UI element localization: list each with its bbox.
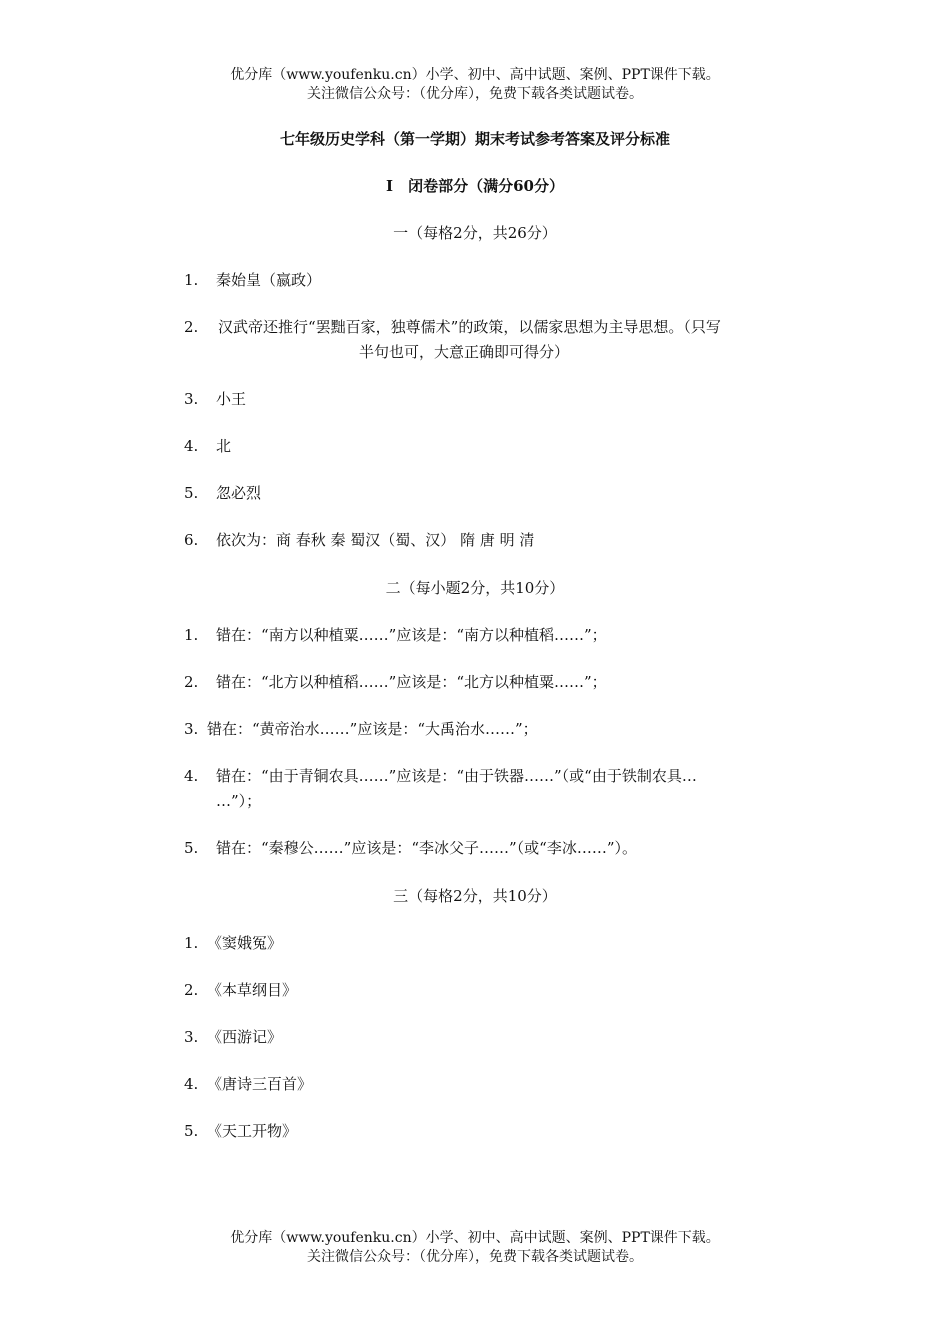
list-item bbox=[184, 624, 607, 645]
item-number: 4. bbox=[184, 767, 199, 785]
list-item-continuation: …”）； bbox=[216, 792, 262, 810]
item-text: 错在：“黄帝治水……”应该是：“大禹治水……”； bbox=[207, 720, 538, 738]
section-2-heading: 二（每小题2分，共10分） bbox=[385, 579, 565, 597]
item-number: 4. bbox=[184, 437, 199, 455]
item-text: 秦始皇（嬴政） bbox=[216, 271, 322, 289]
item-number: 3. bbox=[184, 390, 199, 408]
list-item bbox=[184, 1073, 312, 1094]
list-item-continuation: 半句也可，大意正确即可得分） bbox=[359, 343, 570, 361]
list-item bbox=[184, 1120, 297, 1141]
item-text: 依次为：商 春秋 秦 蜀汉（蜀、汉） 隋 唐 明 清 bbox=[216, 531, 535, 549]
item-number: 2. bbox=[184, 318, 199, 336]
item-number: 5. bbox=[184, 839, 199, 857]
item-number: 1. bbox=[184, 934, 199, 952]
item-number: 3. bbox=[184, 720, 199, 738]
item-number: 5. bbox=[184, 484, 199, 502]
item-text: 《本草纲目》 bbox=[207, 981, 298, 999]
section-3-heading: 三（每格2分，共10分） bbox=[393, 887, 557, 905]
list-item bbox=[184, 1026, 282, 1047]
item-text: 错在：“南方以种植粟……”应该是：“南方以种植稻……”； bbox=[216, 626, 607, 644]
list-item bbox=[184, 269, 321, 290]
header-line-1: 优分库（www.youfenku.cn）小学、初中、高中试题、案例、PPT课件下载。 bbox=[230, 67, 720, 83]
part-title: Ⅰ 闭卷部分（满分60分） bbox=[386, 177, 564, 195]
footer-line-2: 关注微信公众号：（优分库），免费下载各类试题试卷。 bbox=[307, 1249, 643, 1265]
item-number: 4. bbox=[184, 1075, 199, 1093]
list-item bbox=[184, 718, 538, 739]
list-item bbox=[184, 388, 246, 409]
item-number: 1. bbox=[184, 626, 199, 644]
item-text: 忽必烈 bbox=[216, 484, 262, 502]
page-header bbox=[0, 66, 950, 104]
list-item bbox=[184, 529, 534, 550]
item-number: 3. bbox=[184, 1028, 199, 1046]
list-item bbox=[184, 671, 607, 692]
item-text: 错在：“由于青铜农具……”应该是：“由于铁器……”（或“由于铁制农具… bbox=[216, 767, 697, 785]
item-number: 2. bbox=[184, 673, 199, 691]
list-item bbox=[184, 482, 261, 503]
list-item bbox=[184, 979, 297, 1000]
page-footer bbox=[0, 1229, 950, 1267]
section-1-heading: 一（每格2分，共26分） bbox=[393, 224, 557, 242]
item-text: 错在：“北方以种植稻……”应该是：“北方以种植粟……”； bbox=[216, 673, 607, 691]
item-text: 《天工开物》 bbox=[207, 1122, 298, 1140]
footer-line-1: 优分库（www.youfenku.cn）小学、初中、高中试题、案例、PPT课件下载。 bbox=[230, 1230, 720, 1246]
item-text: 北 bbox=[216, 437, 232, 455]
header-line-2: 关注微信公众号：（优分库），免费下载各类试题试卷。 bbox=[307, 86, 643, 102]
item-text: 汉武帝还推行“罢黜百家，独尊儒术”的政策，以儒家思想为主导思想。（只写 bbox=[218, 318, 721, 336]
item-number: 2. bbox=[184, 981, 199, 999]
list-item bbox=[184, 837, 637, 858]
list-item bbox=[184, 932, 282, 953]
item-number: 1. bbox=[184, 271, 199, 289]
list-item bbox=[184, 765, 697, 786]
item-text: 《窦娥冤》 bbox=[207, 934, 283, 952]
document-title: 七年级历史学科（第一学期）期末考试参考答案及评分标准 bbox=[279, 130, 670, 148]
item-number: 5. bbox=[184, 1122, 199, 1140]
item-text: 《西游记》 bbox=[207, 1028, 283, 1046]
item-text: 《唐诗三百首》 bbox=[207, 1075, 313, 1093]
item-text: 错在：“秦穆公……”应该是：“李冰父子……”（或“李冰……”）。 bbox=[216, 839, 638, 857]
item-number: 6. bbox=[184, 531, 199, 549]
list-item bbox=[184, 316, 721, 337]
item-text: 小王 bbox=[216, 390, 247, 408]
list-item bbox=[184, 435, 231, 456]
